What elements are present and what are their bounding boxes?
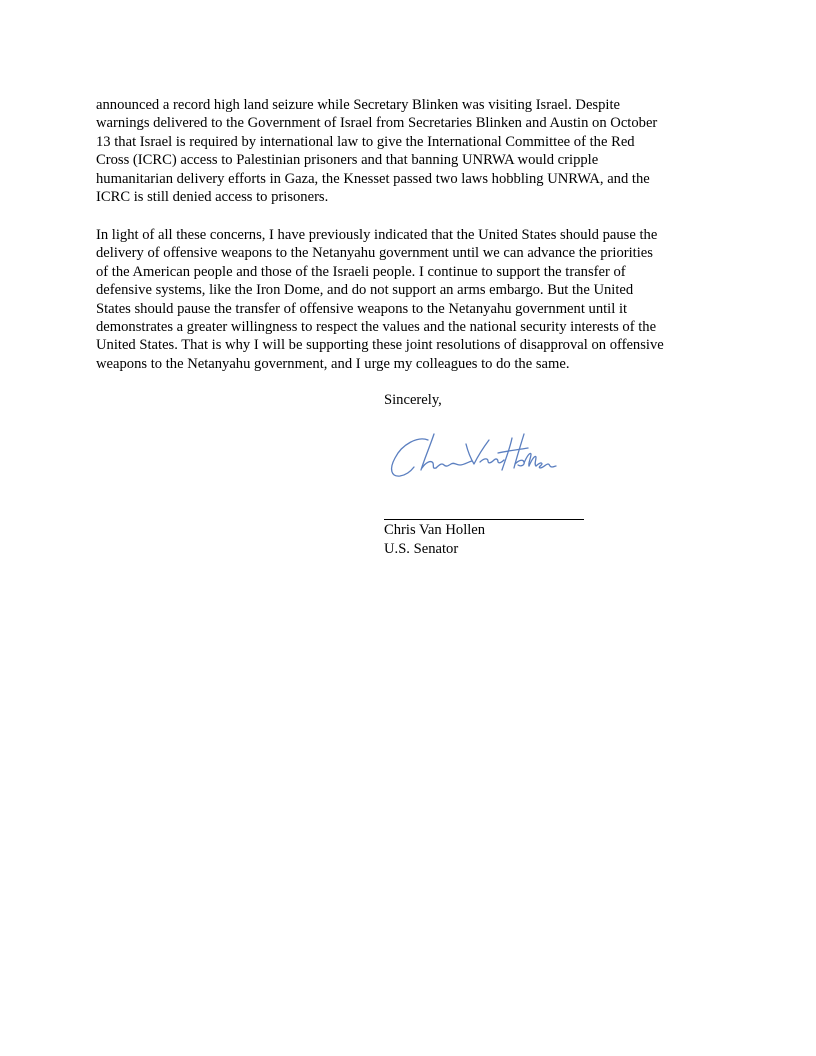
text-line: In light of all these concerns, I have previously indicated that the United States should pause the: [96, 227, 658, 243]
text-line: of the American people and those of the Israeli people. I continue to support the transfer of: [96, 263, 626, 280]
signer-name: Chris Van Hollen: [384, 522, 486, 538]
text-line: Cross (ICRC) access to Palestinian prisoners and that banning UNRWA would cripple: [96, 152, 599, 169]
text-line: delivery of offensive weapons to the Netanyahu government until we can advance the priorities: [96, 245, 653, 262]
text-line: warnings delivered to the Government of Israel from Secretaries Blinken and Austin on October: [96, 115, 658, 132]
text-line: ICRC is still denied access to prisoners.: [96, 188, 329, 205]
handwritten-signature: [384, 426, 559, 486]
signer-title: U.S. Senator: [384, 541, 459, 557]
closing-salutation: Sincerely,: [384, 392, 442, 408]
text-line: 13 that Israel is required by international law to give the International Committee of the Red: [96, 133, 635, 150]
text-line: defensive systems, like the Iron Dome, and do not support an arms embargo. But the United: [96, 282, 634, 299]
text-line: United States. That is why I will be supporting these joint resolutions of disapproval on offensive: [96, 337, 664, 354]
text-line: announced a record high land seizure while Secretary Blinken was visiting Israel. Despite: [96, 97, 620, 113]
body-paragraph: [96, 226, 664, 373]
signature-block: [384, 521, 485, 559]
body-paragraph: [96, 96, 657, 206]
signature-line: [384, 519, 584, 520]
text-line: humanitarian delivery efforts in Gaza, the Knesset passed two laws hobbling UNRWA, and the: [96, 170, 650, 187]
text-line: States should pause the transfer of offensive weapons to the Netanyahu government until it: [96, 300, 628, 317]
text-line: weapons to the Netanyahu government, and I urge my colleagues to do the same.: [96, 355, 570, 372]
text-line: demonstrates a greater willingness to respect the values and the national security interests of the: [96, 318, 657, 335]
